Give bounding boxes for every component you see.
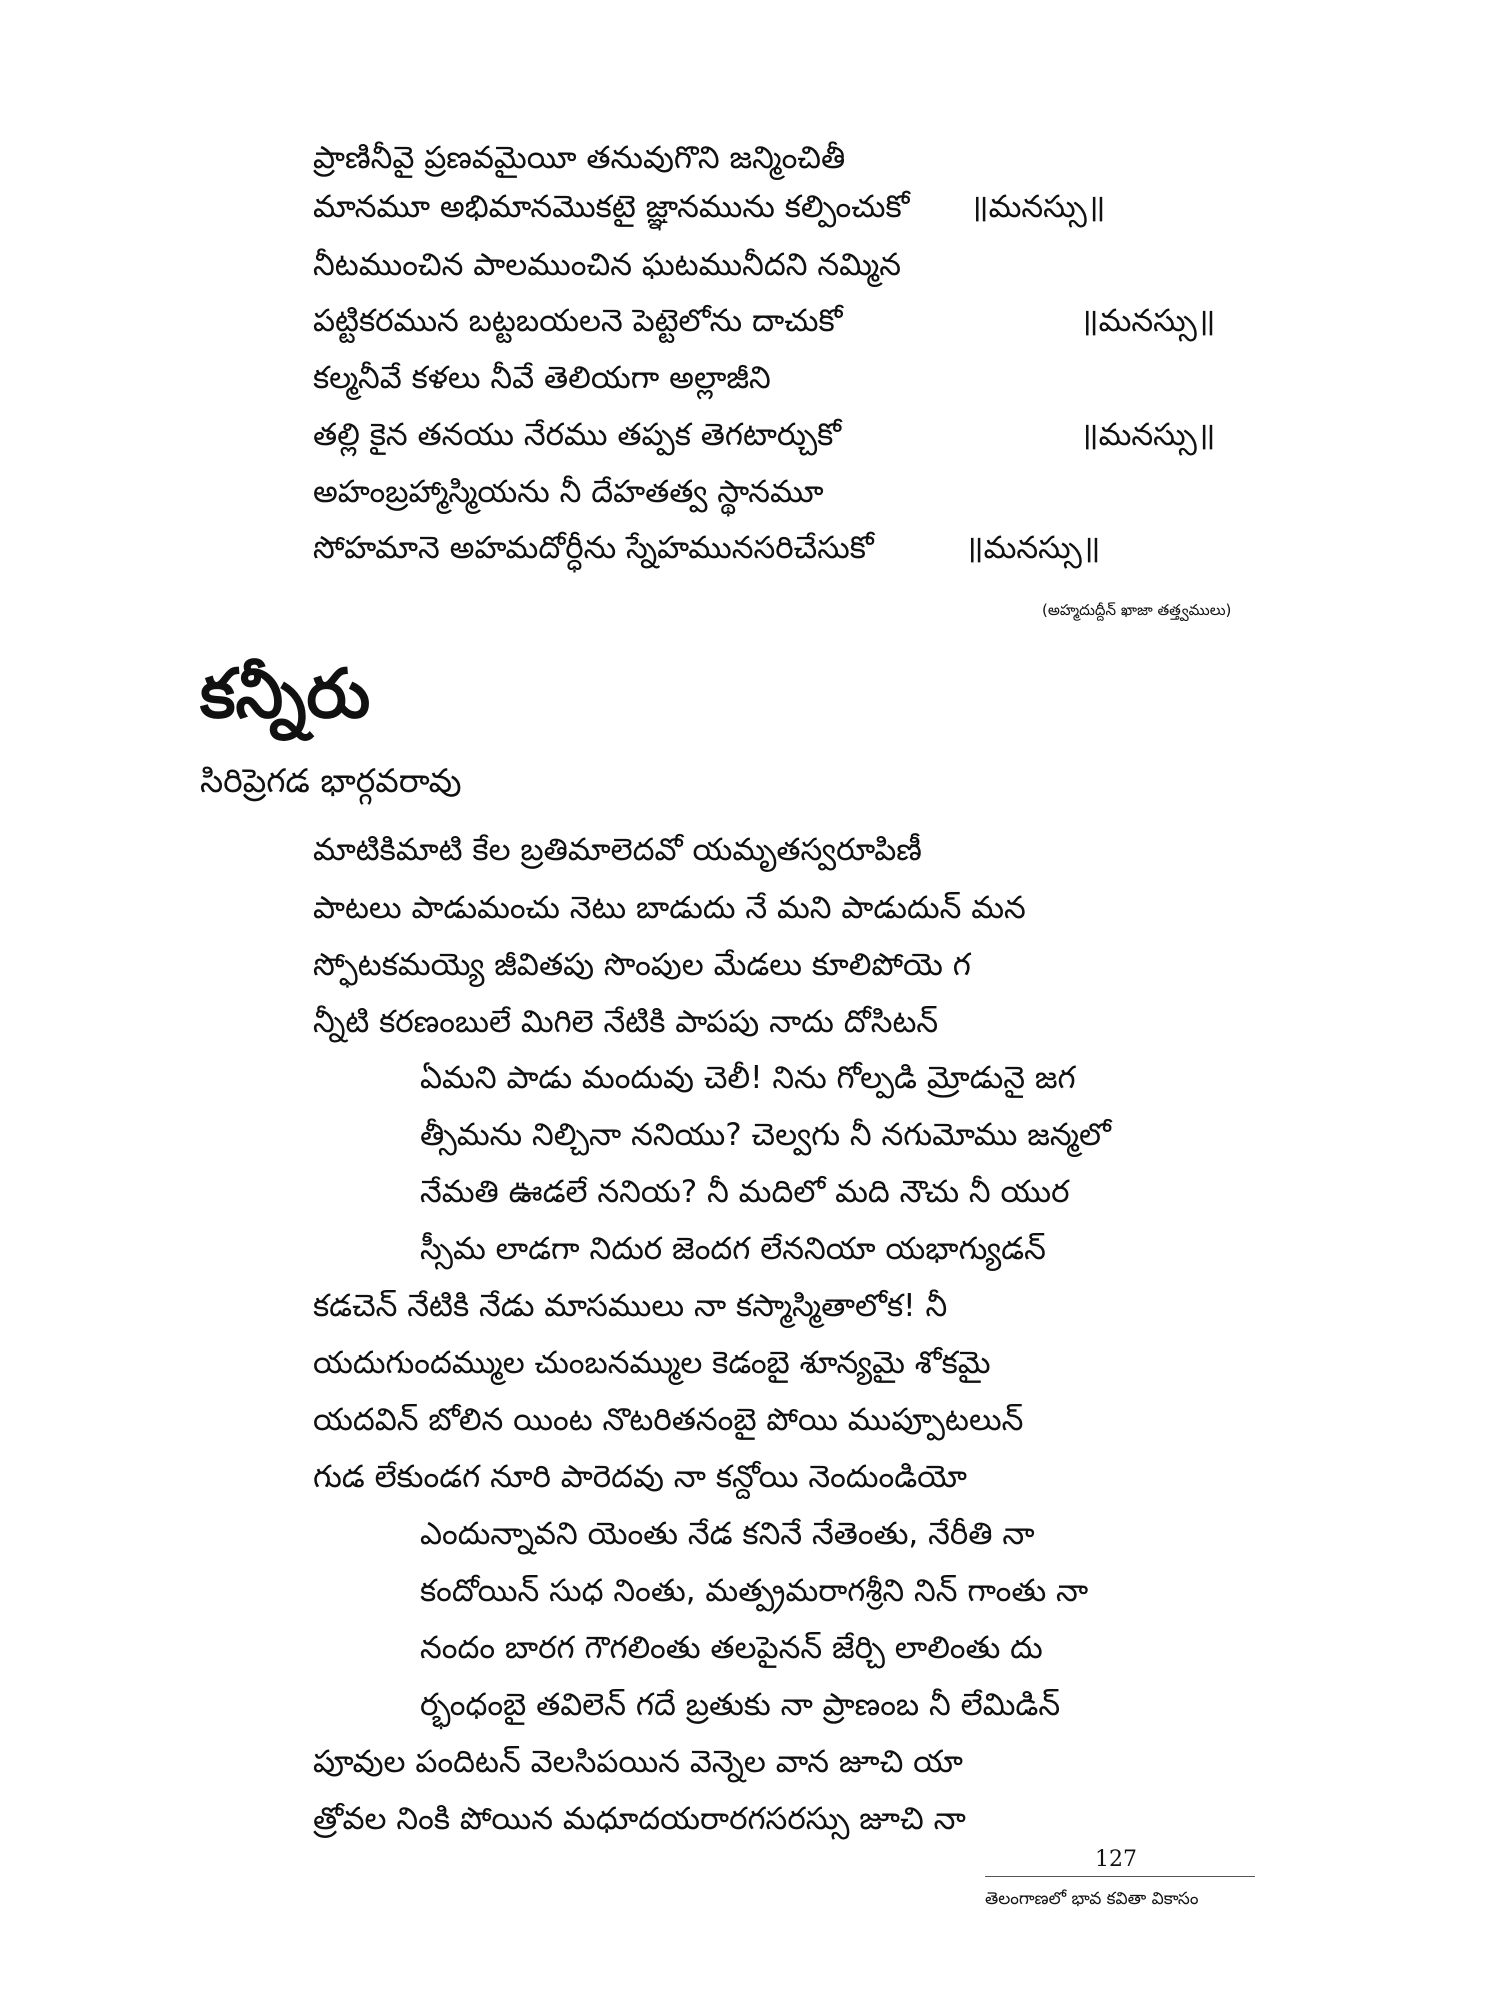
poem2-line: త్సీమను నిల్చినా ననియు? చెల్వగు నీ నగుమోము జన్మలో — [420, 1117, 1111, 1153]
poem1-line: సోహమానె అహమదోర్ధీను స్నేహమునసరిచేసుకో — [313, 530, 874, 566]
page-number: 127 — [1095, 1847, 1137, 1872]
poem2-line: కందోయిన్ సుధ నింతు, మత్ప్రమరాగశ్రీని నిన్ గాంతు నా — [420, 1573, 1089, 1609]
poem2-line: యదవిన్ బోలిన యింట నొటరితనంబై పోయి ముప్పూటలున్ — [313, 1402, 1024, 1438]
refrain-marker: ॥మనస్సు॥ — [1080, 303, 1216, 339]
poem2-line: స్ఫోటకమయ్యె జీవితపు సొంపుల మేడలు కూలిపోయె గ — [313, 947, 971, 983]
poem2-line: యదుగుందమ్ముల చుంబనమ్ముల కెడంబై శూన్యమై శోకమై — [313, 1345, 991, 1381]
poem2-line: ఏమని పాడు మందువు చెలీ! నిను గోల్పడి మ్రోడునై జగ — [420, 1060, 1076, 1096]
poem2-line: పాటలు పాడుమంచు నెటు బాడుదు నే మని పాడుదున్ మన — [313, 890, 1026, 926]
refrain-marker: ॥మనస్సు॥ — [1080, 417, 1216, 453]
footer-book-title: తెలంగాణలో భావ కవితా వికాసం — [985, 1889, 1199, 1909]
poem2-line: గుడ లేకుండగ నూరి పారెదవు నా కన్దోయి నెందుండియో — [313, 1459, 967, 1495]
poem1-line: పట్టికరమున బట్టబయలనె పెట్టెలోను దాచుకో — [313, 303, 843, 339]
poem2-line: నందం బారగ గౌగలింతు తలపైనన్ జేర్చి లాలింతు దు — [420, 1630, 1043, 1666]
poem-author: సిరిప్రెగడ భార్గవరావు — [200, 761, 462, 800]
poem-title: కన్నీరు — [200, 655, 371, 734]
poem1-attribution: (అహ్మదుద్దీన్ ఖాజా తత్త్వములు) — [1042, 601, 1232, 619]
footer-divider — [985, 1876, 1255, 1877]
poem2-line: స్సీమ లాడగా నిదుర జెందగ లేననియా యభాగ్యుడన్ — [420, 1231, 1046, 1267]
poem1-line: అహంబ్రహ్మాస్మియను నీ దేహతత్వ స్థానమూ — [313, 474, 824, 510]
poem2-line: పూవుల పందిటన్ వెలసిపయిన వెన్నెల వాన జూచి యా — [313, 1744, 963, 1780]
poem1-line: ప్రాణినీవై ప్రణవమైయీ తనువుగొని జన్మించితీ — [313, 140, 846, 176]
poem2-line: మాటికిమాటి కేల బ్రతిమాలెదవో యమృతస్వరూపిణీ — [313, 832, 922, 868]
poem2-line: త్రోవల నింకి పోయిన మధూదయరారగసరస్సు జూచి నా — [313, 1801, 966, 1837]
refrain-marker: ॥మనస్సు॥ — [965, 530, 1101, 566]
poem1-line: నీటముంచిన పాలముంచిన ఘటమునీదని నమ్మిన — [313, 247, 901, 283]
poem2-line: నేమతి ఊడలే ననియ? నీ మదిలో మది నౌచు నీ యుర — [420, 1174, 1070, 1210]
poem2-line: న్నీటి కరణంబులే మిగిలె నేటికి పాపపు నాదు దోసిటన్ — [313, 1004, 939, 1040]
poem2-line: కడచెన్ నేటికి నేడు మాసములు నా కస్మాస్మితాలోక! నీ — [313, 1288, 948, 1324]
poem1-line: తల్లి కైన తనయు నేరము తప్పక తెగటార్చుకో — [313, 417, 842, 453]
poem1-line: కల్మనీవే కళలు నీవే తెలియగా అల్లాజీని — [313, 360, 771, 396]
poem2-line: ర్భంధంబై తవిలెన్ గదే బ్రతుకు నా ప్రాణంబ నీ లేమిడిన్ — [420, 1687, 1061, 1723]
refrain-marker: ॥మనస్సు॥ — [970, 189, 1106, 225]
poem1-line: మానమూ అభిమానమొకటై జ్ఞానమును కల్పించుకో — [313, 189, 910, 225]
poem2-line: ఎందున్నావని యెంతు నేడ కనినే నేతెంతు, నేరీతి నా — [420, 1516, 1035, 1552]
